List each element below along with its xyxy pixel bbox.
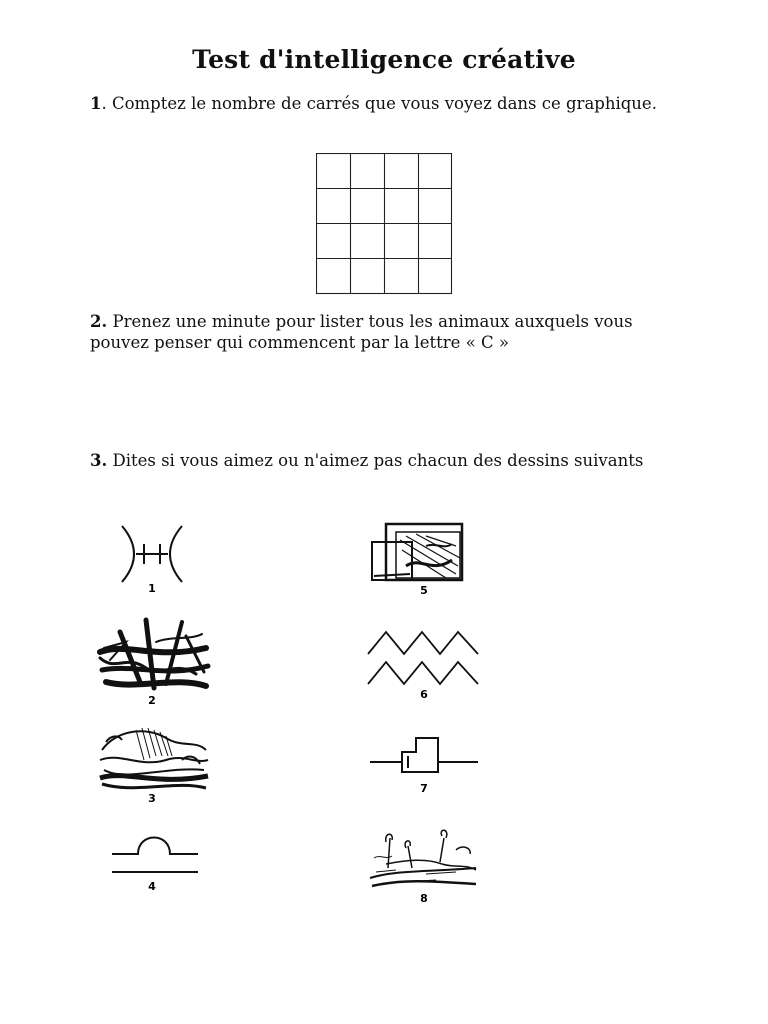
drawing-8 [366,824,480,906]
drawing-5 [366,516,470,598]
question-2-number: 2. [90,312,108,331]
question-1-text: . Comptez le nombre de carrés que vous voyez dans ce graphique. [101,94,657,113]
drawing-5-label: 5 [420,584,428,597]
drawing-6 [366,626,480,704]
drawing-7-label: 7 [420,782,428,795]
drawing-8-label: 8 [420,892,428,905]
question-3-number: 3. [90,451,108,470]
squares-grid-figure [316,153,453,295]
question-3-text: Dites si vous aimez ou n'aimez pas chacun des dessins suivants [107,451,644,470]
drawing-2-label: 2 [148,694,156,707]
drawing-4 [106,828,202,894]
drawing-3-label: 3 [148,792,156,805]
drawing-3 [96,720,212,808]
drawing-7 [368,730,480,796]
question-2-text: Prenez une minute pour lister tous les animaux auxquels vous pouvez penser qui commencent par la lettre « C » [90,312,633,352]
drawing-6-label: 6 [420,688,428,701]
drawing-1 [112,520,192,596]
question-1 [90,93,690,114]
page-title: Test d'intelligence créative [192,45,576,74]
drawing-4-label: 4 [148,880,156,893]
drawing-1-label: 1 [148,582,156,595]
question-2 [90,311,690,353]
drawing-2 [96,612,212,708]
question-3 [90,450,690,471]
question-1-number: 1 [90,94,102,113]
